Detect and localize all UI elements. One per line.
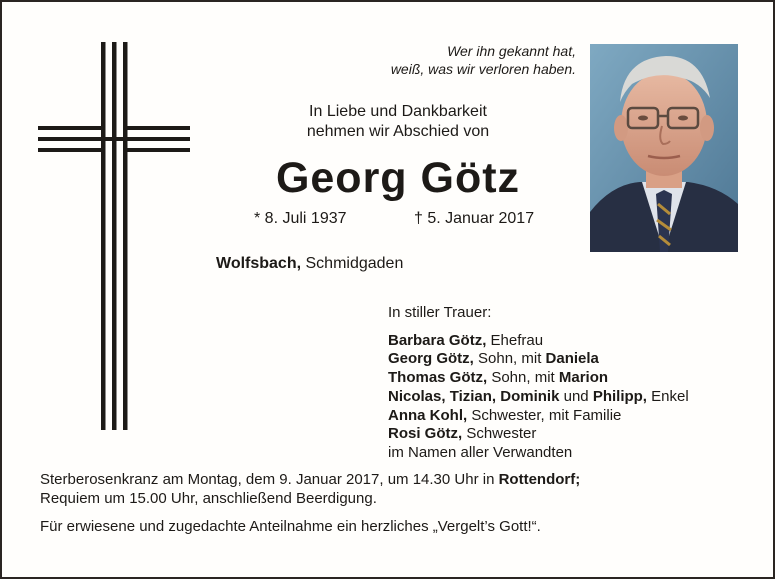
mourners-heading: In stiller Trauer: bbox=[388, 304, 492, 321]
mourner-conjunction: und bbox=[559, 387, 593, 405]
rosary-text: Sterberosenkranz am Montag, dem 9. Januar 2017, um 14.30 Uhr in bbox=[40, 471, 499, 488]
mourner-relation: Sohn, mit bbox=[487, 369, 559, 387]
service-details bbox=[40, 470, 760, 536]
portrait-photo bbox=[590, 44, 738, 252]
deceased-name: Georg Götz bbox=[275, 154, 521, 202]
thanks-line: Für erwiesene und zugedachte Anteilnahme ein herzliches „Vergelt’s Gott!“. bbox=[40, 518, 541, 535]
mourner-name: Thomas Götz, bbox=[388, 369, 488, 387]
mourner-relation: Schwester, mit Familie bbox=[467, 406, 622, 424]
mourner-row bbox=[388, 350, 758, 369]
requiem-line: Requiem um 15.00 Uhr, anschließend Beerdigung. bbox=[40, 490, 377, 507]
mourner-row: im Namen aller Verwandten bbox=[388, 443, 573, 461]
cross-icon bbox=[38, 42, 190, 430]
residence-district: Schmidgaden bbox=[301, 255, 404, 272]
mourner-name: Anna Kohl, bbox=[388, 406, 468, 424]
residence-town: Wolfsbach, bbox=[216, 255, 302, 272]
quote-line-2: weiß, was wir verloren haben. bbox=[390, 61, 576, 77]
intro-line-2: nehmen wir Abschied von bbox=[306, 123, 490, 140]
mourner-relation: Ehefrau bbox=[486, 331, 544, 349]
mourner-name: Nicolas, Tizian, Dominik bbox=[388, 387, 560, 405]
mourner-partner: Daniela bbox=[545, 350, 599, 368]
residence bbox=[216, 255, 403, 273]
mourner-row bbox=[388, 425, 758, 444]
mourner-name: Philipp, bbox=[592, 387, 647, 405]
death-date: † 5. Januar 2017 bbox=[414, 210, 535, 227]
mourner-name: Rosi Götz, bbox=[388, 425, 463, 443]
mourner-row bbox=[388, 407, 758, 426]
mourner-relation: Schwester bbox=[462, 425, 537, 443]
quote-line-1: Wer ihn gekannt hat, bbox=[447, 43, 576, 59]
birth-date: * 8. Juli 1937 bbox=[254, 210, 347, 227]
mourners-list bbox=[388, 304, 758, 463]
farewell-intro bbox=[282, 102, 514, 142]
mourner-partner: Marion bbox=[558, 369, 609, 387]
rosary-place: Rottendorf; bbox=[498, 471, 581, 488]
memorial-quote bbox=[362, 42, 576, 78]
intro-line-1: In Liebe und Dankbarkeit bbox=[309, 103, 487, 120]
mourner-name: Barbara Götz, bbox=[388, 331, 487, 349]
mourner-row bbox=[388, 369, 758, 388]
mourner-relation: Enkel bbox=[646, 387, 689, 405]
mourner-relation: Sohn, mit bbox=[473, 350, 546, 368]
rosary-line bbox=[40, 470, 760, 489]
mourner-name: Georg Götz, bbox=[388, 350, 474, 368]
mourner-row bbox=[388, 388, 758, 407]
mourner-row bbox=[388, 332, 758, 351]
